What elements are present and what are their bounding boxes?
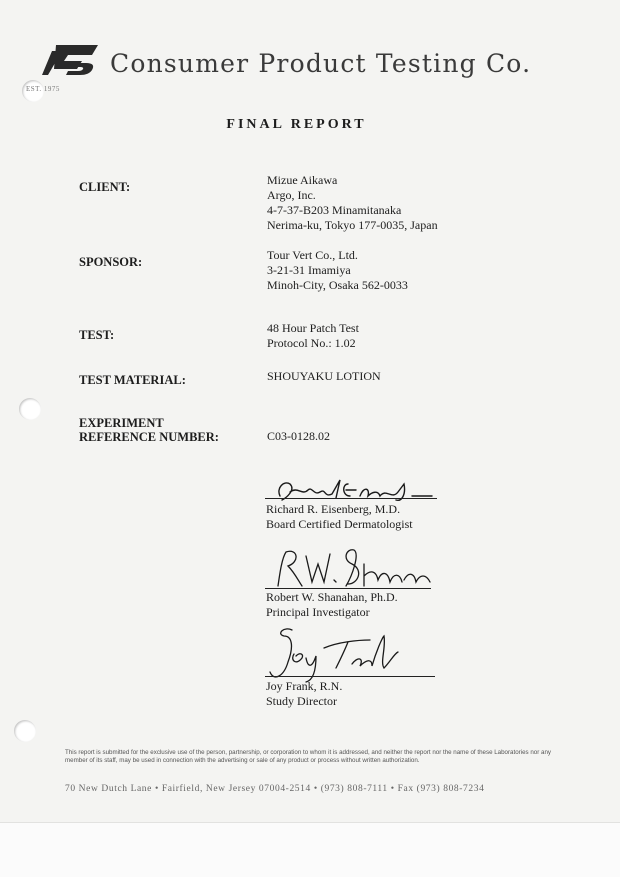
sponsor-value (267, 248, 408, 293)
client-line: 4-7-37-B203 Minamitanaka (267, 203, 402, 217)
cpt-logo-icon (42, 43, 102, 77)
signatory-title: Study Director (266, 694, 337, 708)
client-line: Nerima-ku, Tokyo 177-0035, Japan (267, 218, 438, 232)
test-line: Protocol No.: 1.02 (267, 336, 356, 350)
signature-line (265, 588, 431, 589)
signatory-name: Robert W. Shanahan, Ph.D. (266, 590, 398, 604)
signature-line (265, 676, 435, 677)
test-material-value: SHOUYAKU LOTION (267, 369, 381, 383)
test-value (267, 321, 359, 351)
experiment-ref-value: C03-0128.02 (267, 429, 330, 443)
signatory-name: Richard R. Eisenberg, M.D. (266, 502, 401, 516)
client-line: Argo, Inc. (267, 188, 316, 202)
company-name: Consumer Product Testing Co. (110, 49, 532, 78)
signatory-name: Joy Frank, R.N. (266, 679, 343, 693)
test-material-label: TEST MATERIAL: (79, 373, 186, 387)
test-line: 48 Hour Patch Test (267, 321, 359, 335)
page-bottom-edge (0, 822, 620, 877)
sponsor-label: SPONSOR: (79, 255, 143, 269)
report-title: FINAL REPORT (226, 117, 367, 132)
sponsor-line: Minoh-City, Osaka 562-0033 (267, 278, 408, 292)
signatory-title: Principal Investigator (266, 605, 370, 619)
binder-hole-middle (19, 398, 41, 420)
signature-line (265, 498, 437, 499)
client-line: Mizue Aikawa (267, 173, 338, 187)
experiment-ref-label-line2: REFERENCE NUMBER: (79, 430, 219, 444)
signatory-shanahan (266, 590, 398, 620)
sponsor-line: Tour Vert Co., Ltd. (267, 248, 358, 262)
company-address: 70 New Dutch Lane • Fairfield, New Jersey 07004-2514 • (973) 808-7111 • Fax (973) 808-7234 (65, 784, 485, 794)
signatory-eisenberg (266, 502, 413, 532)
signature-shanahan (268, 546, 438, 592)
binder-hole-bottom (14, 720, 36, 742)
established-year: EST. 1975 (26, 85, 60, 93)
experiment-ref-label-line1: EXPERIMENT (79, 416, 164, 430)
signatory-title: Board Certified Dermatologist (266, 517, 413, 531)
sponsor-line: 3-21-31 Imamiya (267, 263, 351, 277)
signatory-frank (266, 679, 342, 709)
client-label: CLIENT: (79, 180, 131, 194)
test-label: TEST: (79, 328, 115, 342)
experiment-ref-label (79, 416, 219, 444)
disclaimer-text: This report is submitted for the exclusive use of the person, partnership, or corporation to whom it is addressed, and neither the report nor the name of these Laboratories nor any member of its staff, may be used in connection with the advertising or sale of any product or process without written authorization. (65, 749, 551, 764)
client-value (267, 173, 438, 233)
